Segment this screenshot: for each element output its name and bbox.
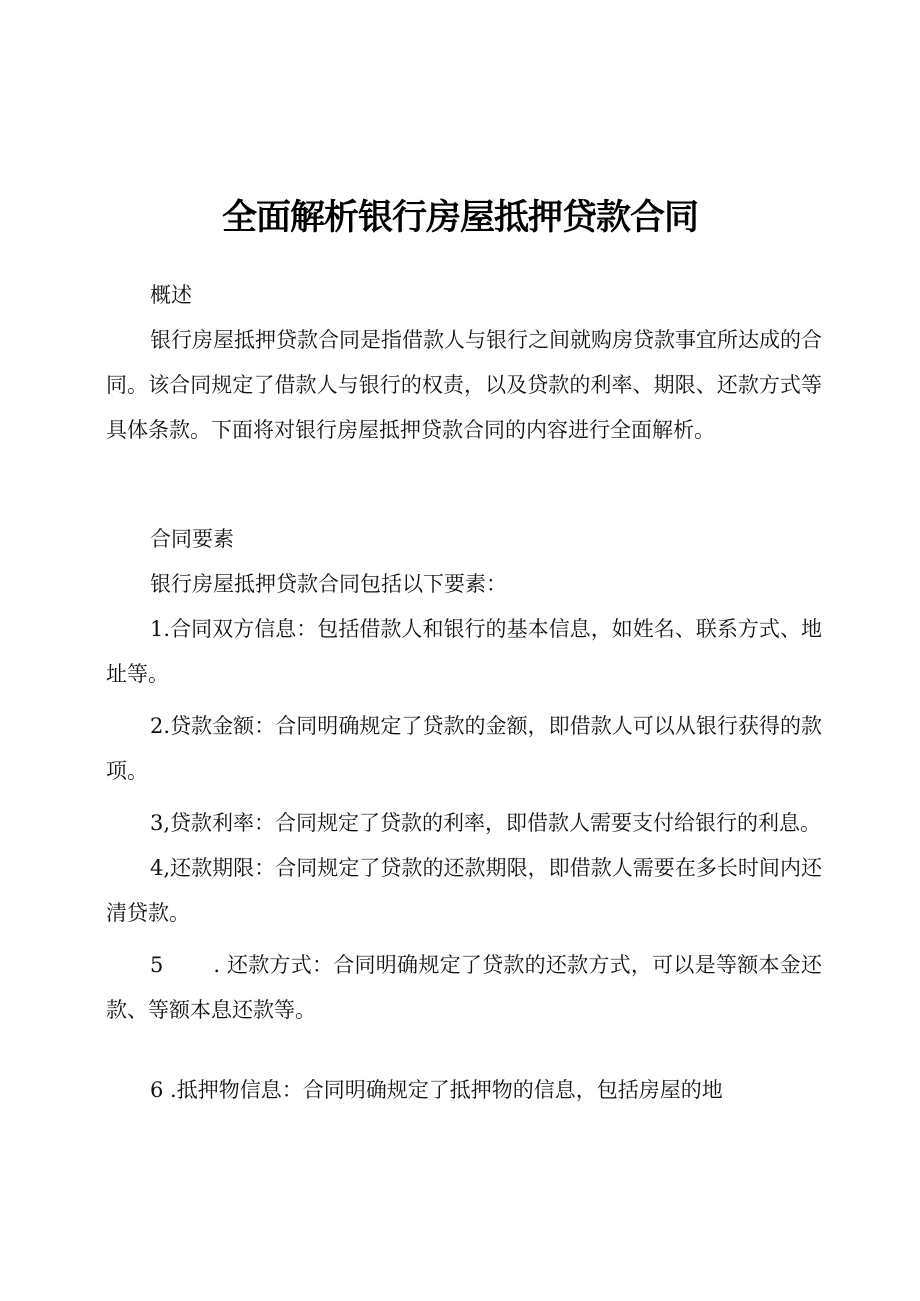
list-item-text: 合同双方信息：包括借款人和银行的基本信息，如姓名、联系方式、地址等。 [106, 617, 822, 686]
list-item-number: 5 [150, 953, 164, 977]
list-item-number: 6 [150, 1078, 164, 1102]
list-item-text: 贷款金额：合同明确规定了贷款的金额，即借款人可以从银行获得的款项。 [106, 714, 822, 783]
list-item-text: 贷款利率：合同规定了贷款的利率，即借款人需要支付给银行的利息。 [170, 811, 822, 835]
elements-section [106, 517, 822, 1033]
overview-paragraph: 银行房屋抵押贷款合同是指借款人与银行之间就购房贷款事宜所达成的合同。该合同规定了借款人与银行的权责，以及贷款的利率、期限、还款方式等具体条款。下面将对银行房屋抵押贷款合同的内容进行全面解析。 [106, 328, 822, 442]
list-item-number: 1. [150, 617, 171, 641]
list-item [106, 943, 822, 1033]
list-item-number: 2. [150, 714, 171, 738]
list-item-text: .抵押物信息：合同明确规定了抵押物的信息，包括房屋的地 [163, 1078, 723, 1102]
list-item-text: 还款期限：合同规定了贷款的还款期限，即借款人需要在多长时间内还清贷款。 [106, 856, 822, 925]
overview-section [106, 273, 822, 453]
list-item-number: 3, [150, 811, 171, 835]
elements-intro: 银行房屋抵押贷款合同包括以下要素： [150, 572, 507, 596]
document-title: 全面解析银行房屋抵押贷款合同 [221, 198, 698, 239]
list-item [106, 846, 822, 936]
elements-heading: 合同要素 [150, 527, 234, 551]
list-item [106, 1068, 822, 1113]
list-item [106, 704, 822, 794]
list-item-text: . 还款方式：合同明确规定了贷款的还款方式，可以是等额本金还款、等额本息还款等。 [106, 953, 822, 1022]
list-item [106, 801, 822, 846]
overview-heading: 概述 [150, 283, 192, 307]
list-item [106, 607, 822, 697]
list-item-number: 4, [150, 856, 171, 880]
